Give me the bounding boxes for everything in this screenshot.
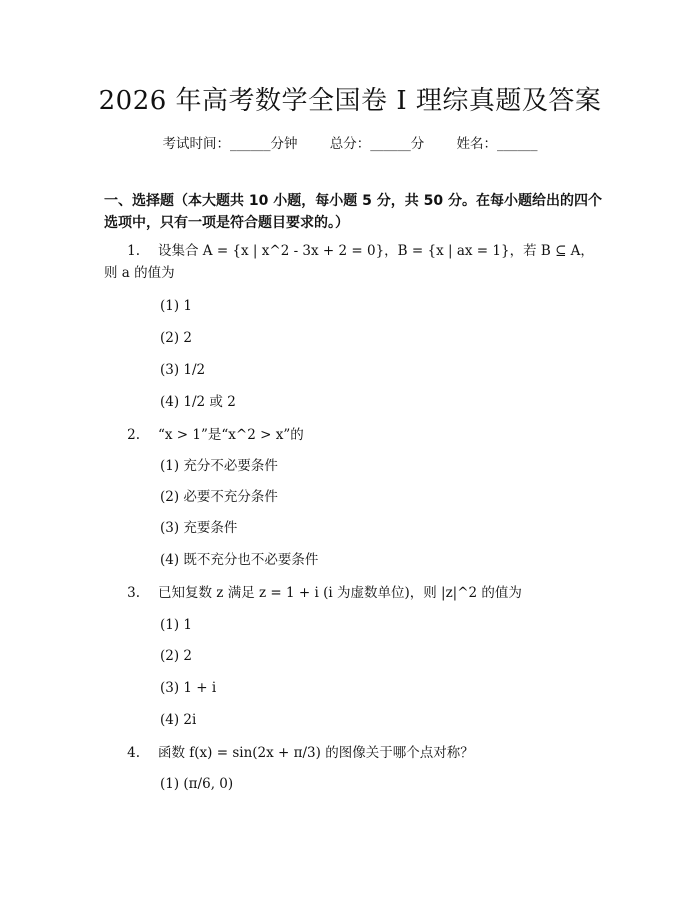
option: (4) 1/2 或 2 bbox=[160, 394, 236, 410]
option: (3) 1 + i bbox=[160, 680, 217, 696]
question-number: 1. bbox=[127, 243, 140, 259]
option: (1) 充分不必要条件 bbox=[160, 458, 278, 474]
option: (1) 1 bbox=[160, 298, 193, 314]
option: (2) 必要不充分条件 bbox=[160, 489, 278, 505]
option: (1) (π/6, 0) bbox=[160, 776, 234, 792]
question-4 bbox=[104, 742, 600, 764]
question-1 bbox=[104, 240, 600, 284]
option: (3) 1/2 bbox=[160, 362, 206, 378]
option: (4) 2i bbox=[160, 712, 197, 728]
option: (1) 1 bbox=[160, 617, 193, 633]
option: (4) 既不充分也不必要条件 bbox=[160, 552, 319, 568]
exam-score-field: 总分：______分 bbox=[329, 136, 425, 152]
question-number: 4. bbox=[127, 745, 140, 761]
question-2 bbox=[104, 424, 600, 446]
exam-meta bbox=[0, 132, 700, 152]
question-text: 设集合 A = {x | x^2 - 3x + 2 = 0}，B = {x | ax = 1}，若 B ⊆ A，则 a 的值为 bbox=[104, 243, 594, 281]
option: (3) 充要条件 bbox=[160, 520, 238, 536]
option: (2) 2 bbox=[160, 330, 193, 346]
exam-time-field: 考试时间：______分钟 bbox=[162, 136, 298, 152]
question-text: “x > 1”是“x^2 > x”的 bbox=[158, 427, 304, 443]
question-text: 函数 f(x) = sin(2x + π/3) 的图像关于哪个点对称？ bbox=[158, 745, 474, 761]
question-text: 已知复数 z 满足 z = 1 + i (i 为虚数单位)，则 |z|^2 的值为 bbox=[158, 585, 522, 601]
page-title: 2026 年高考数学全国卷 I 理综真题及答案 bbox=[98, 86, 602, 116]
option: (2) 2 bbox=[160, 648, 193, 664]
question-3 bbox=[104, 582, 600, 604]
exam-name-field: 姓名：______ bbox=[456, 136, 538, 152]
question-number: 3. bbox=[127, 585, 140, 601]
question-number: 2. bbox=[127, 427, 140, 443]
section-heading: 一、选择题（本大题共 10 小题，每小题 5 分，共 50 分。在每小题给出的四个选项中，只有一项是符合题目要求的。） bbox=[104, 193, 602, 231]
